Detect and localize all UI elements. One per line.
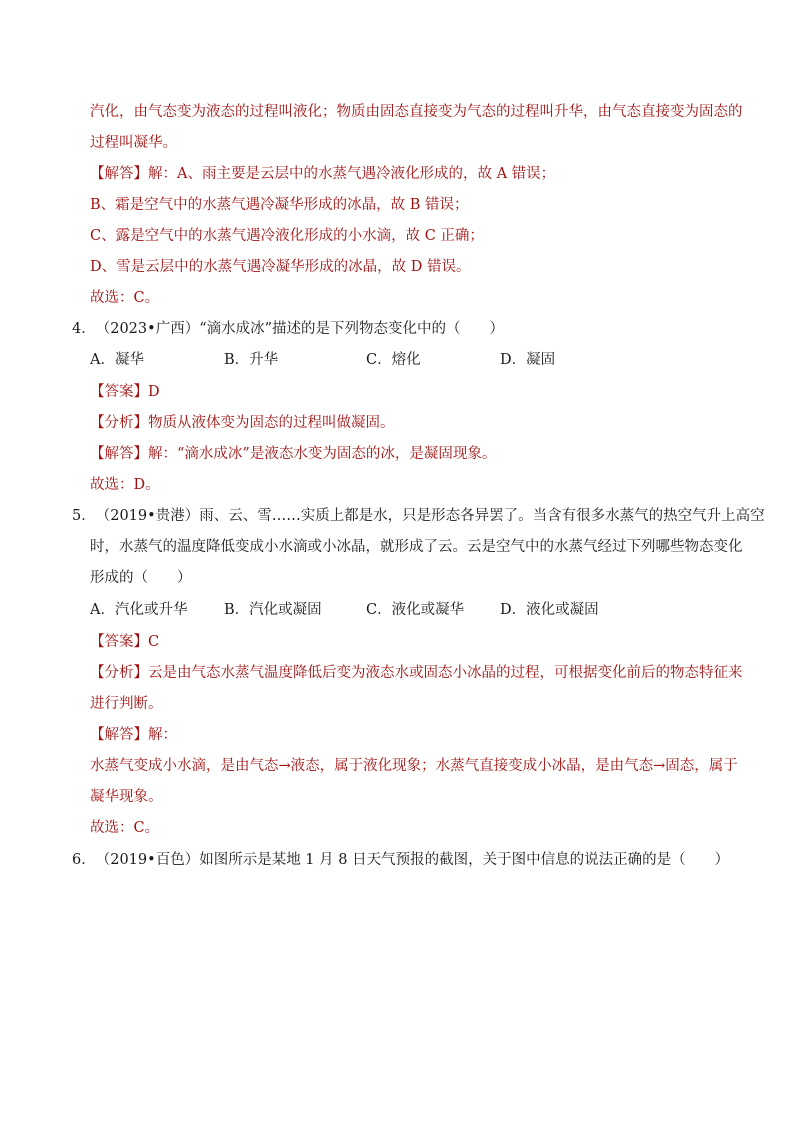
q5-options bbox=[90, 600, 650, 620]
solution-tag: 【解答】 bbox=[90, 166, 148, 182]
q5-stem-line-1 bbox=[72, 506, 765, 526]
q5-stem-line-2: 时，水蒸气的温度降低变成小水滴或小冰晶，就形成了云。云是空气中的水蒸气经过下列哪些物态变化 bbox=[90, 539, 743, 555]
answer-tag: 【答案】 bbox=[90, 384, 148, 400]
analysis-text: 物质从液体变为固态的过程叫做凝固。 bbox=[148, 415, 395, 431]
analysis-text: 云是由气态水蒸气温度降低后变为液态水或固态小冰晶的过程，可根据变化前后的物态特征来 bbox=[148, 665, 743, 681]
q4-final-choice: 故选：D。 bbox=[90, 477, 160, 493]
option-a: A．凝华 bbox=[90, 352, 144, 368]
answer-value: D bbox=[148, 384, 160, 400]
q3-final-choice: 故选：C。 bbox=[90, 290, 160, 306]
q3-solution-line-a bbox=[90, 164, 555, 184]
option-c: C．液化或凝华 bbox=[366, 602, 465, 618]
solution-text: 解：A、雨主要是云层中的水蒸气遇冷液化形成的，故 A 错误； bbox=[148, 166, 556, 182]
solution-text: 解： bbox=[148, 727, 177, 743]
q5-explanation-line-2: 凝华现象。 bbox=[90, 789, 163, 805]
q4-solution bbox=[90, 444, 496, 464]
solution-tag: 【解答】 bbox=[90, 446, 148, 462]
q5-solution bbox=[90, 725, 177, 745]
q3-solution-line-c: C、露是空气中的水蒸气遇冷液化形成的小水滴，故 C 正确； bbox=[90, 228, 484, 244]
q3-analysis-line-1: 汽化，由气态变为液态的过程叫液化；物质由固态直接变为气态的过程叫升华，由气态直接变为固态的 bbox=[90, 104, 743, 120]
question-stem: （2019•百色）如图所示是某地 1 月 8 日天气预报的截图，关于图中信息的说法正确的是（ ） bbox=[95, 852, 730, 868]
question-stem: （2019•贵港）雨、云、雪……实质上都是水，只是形态各异罢了。当含有很多水蒸气的热空气升上高空 bbox=[95, 508, 765, 524]
option-b: B．汽化或凝固 bbox=[224, 602, 322, 618]
option-b: B．升华 bbox=[224, 352, 279, 368]
q4-options bbox=[90, 350, 650, 370]
solution-text: 解：“滴水成冰”是液态水变为固态的冰，是凝固现象。 bbox=[148, 446, 497, 462]
question-stem: （2023•广西）“滴水成冰”描述的是下列物态变化中的（ ） bbox=[95, 321, 505, 337]
solution-tag: 【解答】 bbox=[90, 727, 148, 743]
option-c: C．熔化 bbox=[366, 352, 421, 368]
q4-stem bbox=[72, 319, 504, 339]
q5-final-choice: 故选：C。 bbox=[90, 820, 160, 836]
q3-solution-line-b: B、霜是空气中的水蒸气遇冷凝华形成的冰晶，故 B 错误； bbox=[90, 197, 469, 213]
q3-analysis-line-2: 过程叫凝华。 bbox=[90, 135, 177, 151]
q4-analysis bbox=[90, 413, 395, 433]
question-number: 6． bbox=[72, 852, 96, 868]
q3-solution-line-d: D、雪是云层中的水蒸气遇冷凝华形成的冰晶，故 D 错误。 bbox=[90, 259, 471, 275]
q5-explanation-line-1: 水蒸气变成小水滴，是由气态→液态，属于液化现象；水蒸气直接变成小冰晶，是由气态→固态，属于 bbox=[90, 758, 738, 774]
q5-answer bbox=[90, 632, 159, 652]
question-number: 5． bbox=[72, 508, 96, 524]
q6-stem bbox=[72, 850, 729, 870]
analysis-tag: 【分析】 bbox=[90, 415, 148, 431]
option-d: D．凝固 bbox=[500, 352, 556, 368]
q5-analysis-line-1 bbox=[90, 663, 743, 683]
analysis-tag: 【分析】 bbox=[90, 665, 148, 681]
q5-stem-line-3: 形成的（ ） bbox=[90, 570, 192, 586]
answer-value: C bbox=[148, 634, 160, 650]
q5-analysis-line-2: 进行判断。 bbox=[90, 696, 163, 712]
q4-answer bbox=[90, 382, 160, 402]
question-number: 4． bbox=[72, 321, 96, 337]
answer-tag: 【答案】 bbox=[90, 634, 148, 650]
option-a: A．汽化或升华 bbox=[90, 602, 188, 618]
option-d: D．液化或凝固 bbox=[500, 602, 599, 618]
